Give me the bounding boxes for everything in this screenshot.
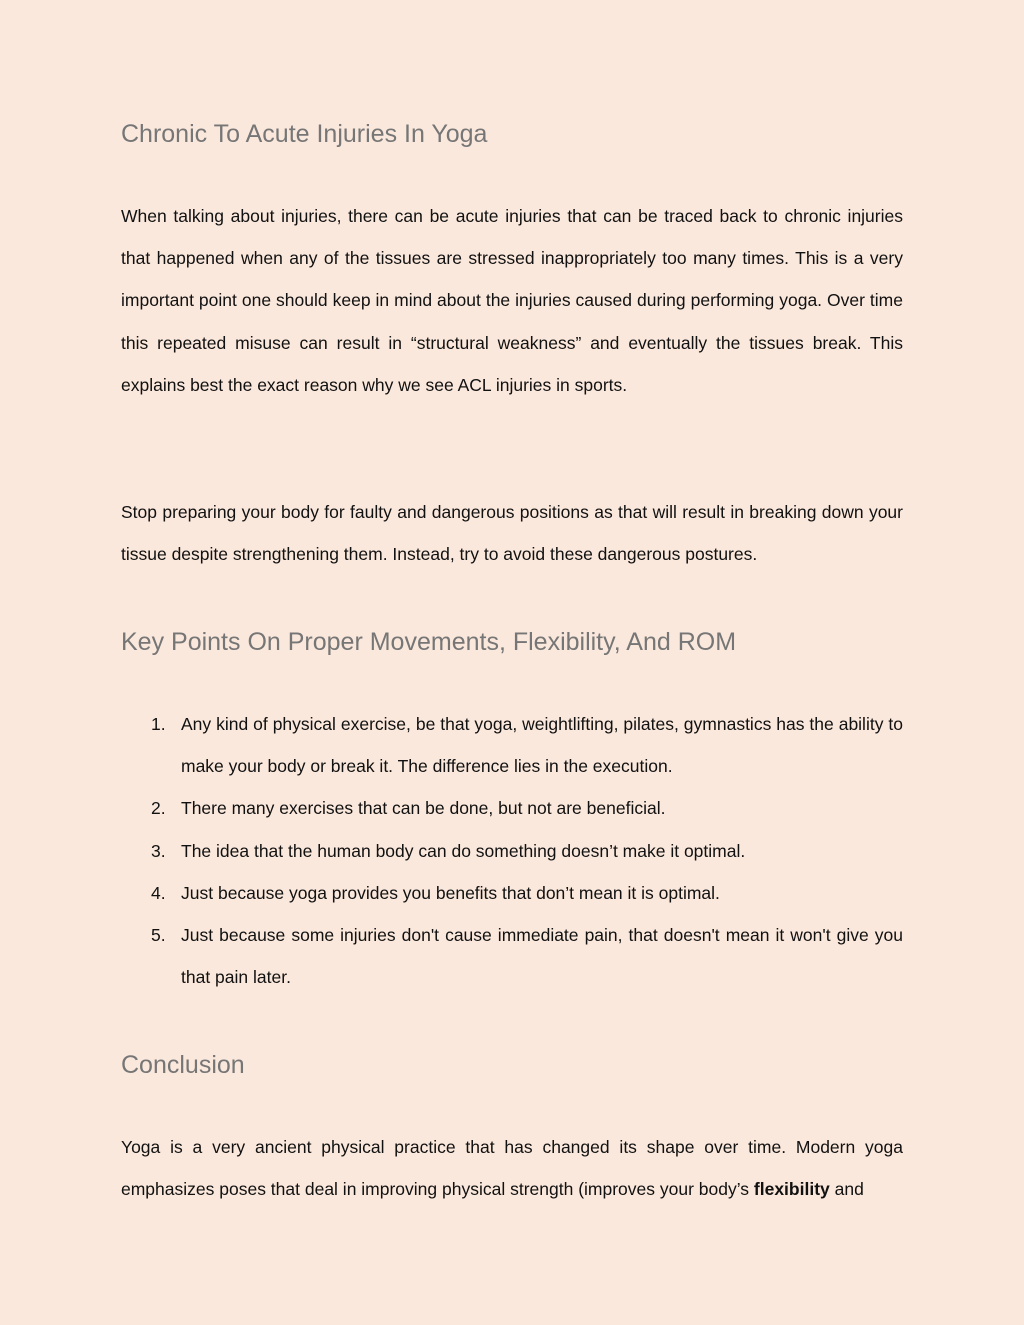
conclusion-text-start: Yoga is a very ancient physical practice that has changed its shape over time. Modern yoga emphasizes poses that deal in improving physical strength (improves your body’s [121,1137,903,1200]
conclusion-text-end: and [829,1179,864,1200]
list-item-number: 1. [151,714,166,734]
list-item-text: The idea that the human body can do something doesn’t make it optimal. [181,840,746,861]
list-item [121,830,903,872]
list-item-text: There many exercises that can be done, but not are beneficial. [181,798,666,819]
list-item-number: 5. [151,925,166,946]
paragraph-acute-chronic-injuries: When talking about injuries, there can be acute injuries that can be traced back to chronic injuries that happened when any of the tissues are stressed inappropriately too many times. This is a very important point one should keep in mind about the injuries caused during performing yoga. Over time this repeated misuse can result in “structural weakness” and eventually the tissues break. This explains best the exact reason why we see ACL injuries in sports. [121,206,903,395]
conclusion-bold-flexibility: flexibility [753,1179,830,1200]
list-item [121,872,903,914]
list-item-number: 3. [151,840,166,861]
list-item-text: Just because yoga provides you benefits that don’t mean it is optimal. [181,882,720,903]
list-item-number: 4. [151,882,166,903]
list-item-text: Any kind of physical exercise, be that yoga, weightlifting, pilates, gymnastics has the ability to make your body or break it. The difference lies in the execution. [181,714,903,777]
list-item-text: Just because some injuries don't cause immediate pain, that doesn't mean it won't give you that pain later. [181,925,903,988]
list-item-number: 2. [151,798,166,819]
paragraph-dangerous-positions: Stop preparing your body for faulty and dangerous positions as that will result in breaking down your tissue despite strengthening them. Instead, try to avoid these dangerous postures. [121,502,903,565]
key-points-list [121,703,903,998]
list-item [121,703,903,787]
section-heading-key-points: Key Points On Proper Movements, Flexibility, And ROM [121,628,737,656]
section-heading-chronic-injuries: Chronic To Acute Injuries In Yoga [121,120,488,148]
section-heading-conclusion: Conclusion [121,1051,245,1079]
paragraph-conclusion [121,1126,903,1210]
list-item [121,914,903,998]
list-item [121,787,903,829]
